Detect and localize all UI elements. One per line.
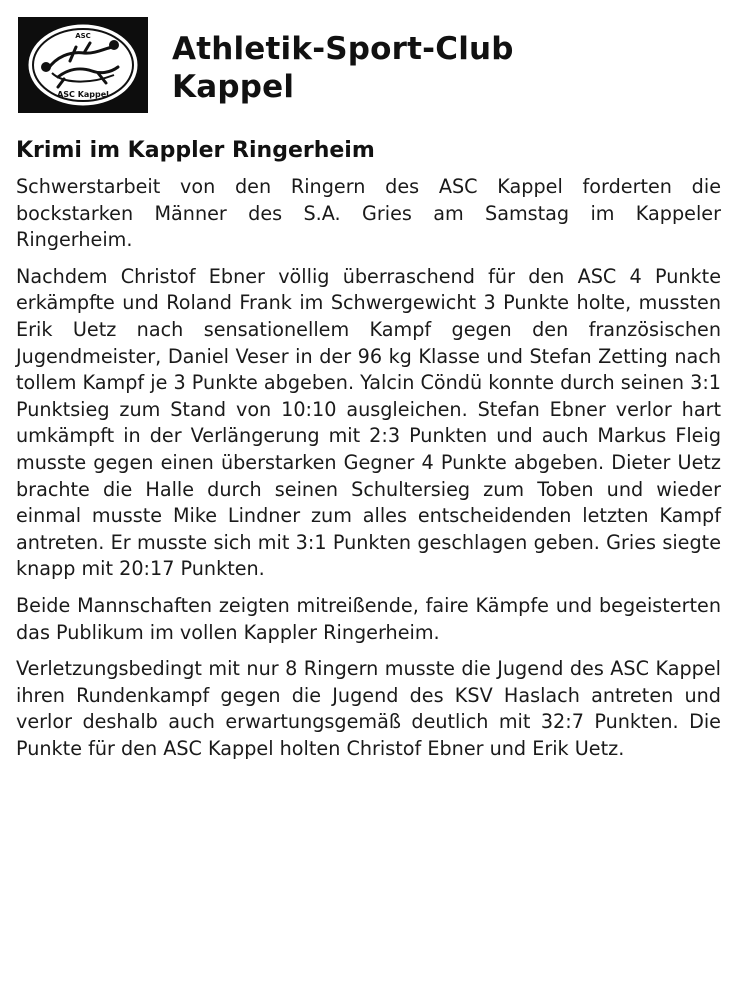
article-paragraph: Beide Mannschaften zeigten mitreißende, faire Kämpfe und begeisterten das Publikum im vollen Kappler Ringerheim. bbox=[16, 593, 721, 644]
wrestlers-logo-icon bbox=[18, 17, 148, 113]
logo-top-text: ASC bbox=[75, 32, 91, 40]
article-paragraph: Nachdem Christof Ebner völlig überraschend für den ASC 4 Punkte erkämpfte und Roland Frank im Schwergewicht 3 Punkte holte, mussten Erik Uetz nach sensationellem Kampf gegen den französischen Jugendmeister, Daniel Veser in der 96 kg Klasse und Stefan Zetting nach tollem Kampf je 3 Punkte abgeben. Yalcin Cöndü konnte durch seinen 3:1 Punktsieg zum Stand von 10:10 ausgleichen. Stefan Ebner verlor hart umkämpft in der Verlängerung mit 2:3 Punkten und auch Markus Fleig musste gegen einen überstarken Gegner 4 Punkte abgeben. Dieter Uetz brachte die Halle durch seinen Schultersieg zum Toben und wieder einmal musste Mike Lindner zum alles entscheidenden letzten Kampf antreten. Er musste sich mit 3:1 Punkten geschlagen geben. Gries siegte knapp mit 20:17 Punkten. bbox=[16, 264, 721, 581]
article-headline: Krimi im Kappler Ringerheim bbox=[16, 138, 375, 163]
club-name bbox=[172, 30, 514, 106]
article bbox=[16, 134, 721, 772]
club-name-line2: Kappel bbox=[172, 69, 295, 105]
article-paragraph: Verletzungsbedingt mit nur 8 Ringern musste die Jugend des ASC Kappel ihren Rundenkampf gegen die Jugend des KSV Haslach antreten und verlor deshalb auch erwartungsgemäß deutlich mit 32:7 Punkten. Die Punkte für den ASC Kappel holten Christof Ebner und Erik Uetz. bbox=[16, 657, 721, 760]
club-logo bbox=[18, 17, 148, 113]
club-name-line1: Athletik-Sport-Club bbox=[172, 31, 514, 67]
article-paragraph: Schwerstarbeit von den Ringern des ASC Kappel forderten die bockstarken Männer des S.A. Gries am Samstag im Kappeler Ringerheim. bbox=[16, 175, 721, 252]
logo-bottom-text: ASC Kappel bbox=[57, 90, 109, 99]
